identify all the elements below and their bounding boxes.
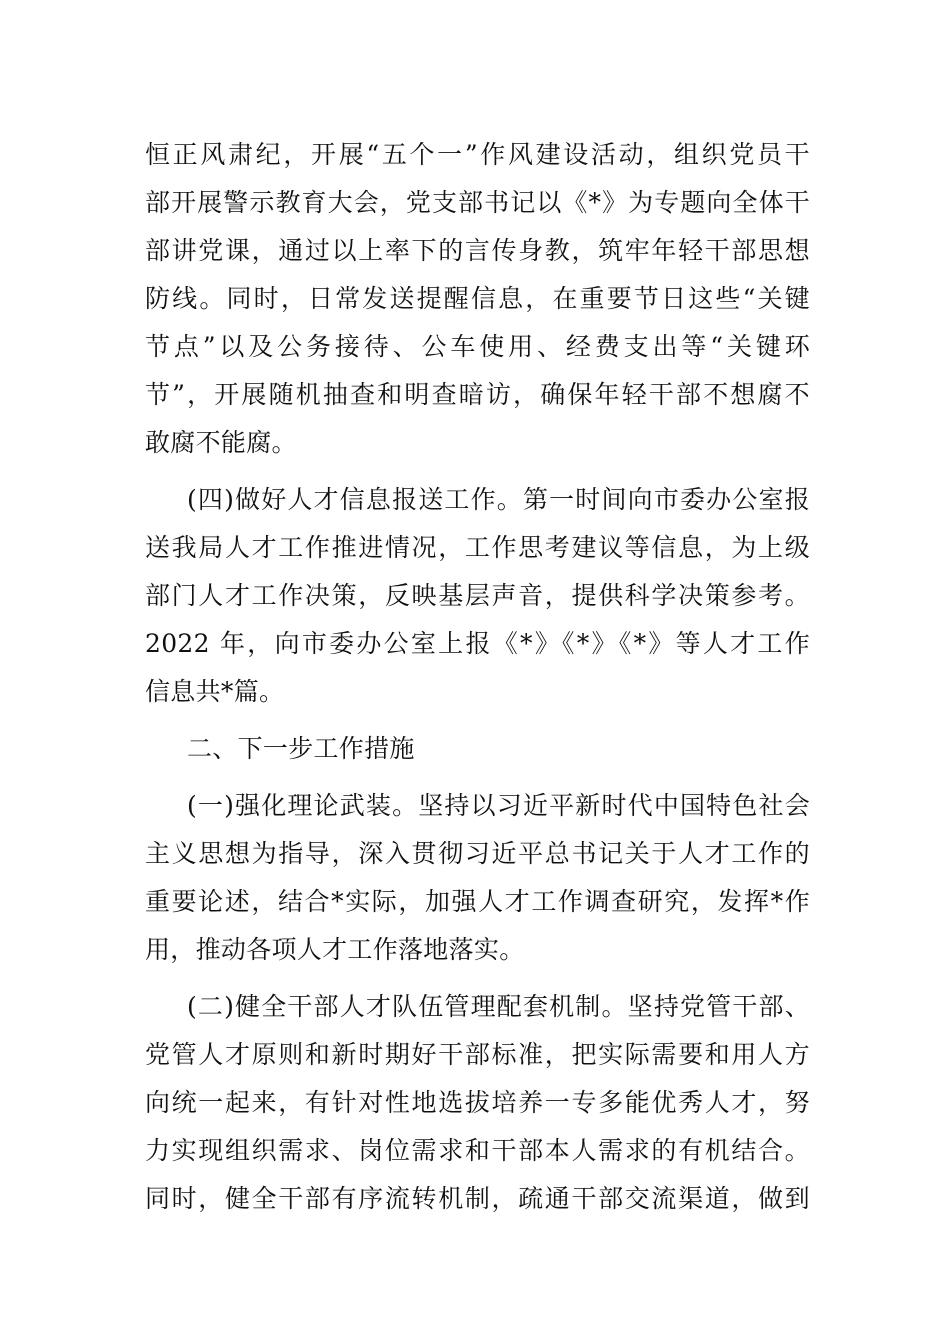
text-line-17: 用，推动各项人才工作落地落实。 xyxy=(145,935,525,964)
text-line-15: 主义思想为指导，深入贯彻习近平总书记关于人才工作的 xyxy=(145,839,810,868)
text-line-4: 防线。同时，日常发送提醒信息，在重要节日这些“关键 xyxy=(145,284,810,313)
text-line-6: 节”，开展随机抽查和明查暗访，确保年轻干部不想腐不 xyxy=(145,380,810,409)
text-line-9: 送我局人才工作推进情况，工作思考建议等信息，为上级 xyxy=(145,533,810,562)
text-line-5: 节点”以及公务接待、公车使用、经费支出等“关键环 xyxy=(145,332,810,361)
text-line-12: 信息共*篇。 xyxy=(145,677,285,706)
text-line-19: 党管人才原则和新时期好干部标准，把实际需要和用人方 xyxy=(145,1040,810,1069)
text-line-22: 同时，健全干部有序流转机制，疏通干部交流渠道，做到 xyxy=(145,1184,810,1213)
paragraph-four-heading: (四)做好人才信息报送工作。第一时间向市委办公室报 xyxy=(187,485,810,514)
text-line-21: 力实现组织需求、岗位需求和干部本人需求的有机结合。 xyxy=(145,1136,810,1165)
text-line-1: 恒正风肃纪，开展“五个一”作风建设活动，组织党员干 xyxy=(145,140,810,169)
text-line-7: 敢腐不能腐。 xyxy=(145,428,297,457)
text-line-3: 部讲党课，通过以上率下的言传身教，筑牢年轻干部思想 xyxy=(145,236,810,265)
text-line-20: 向统一起来，有针对性地选拔培养一专多能优秀人才，努 xyxy=(145,1088,810,1117)
text-line-2: 部开展警示教育大会，党支部书记以《*》为专题向全体干 xyxy=(145,188,810,217)
text-line-10: 部门人才工作决策，反映基层声音，提供科学决策参考。 xyxy=(145,581,810,610)
text-line-11: 2022 年，向市委办公室上报《*》《*》《*》等人才工作 xyxy=(145,629,810,658)
section-two-heading: 二、下一步工作措施 xyxy=(187,734,415,763)
text-line-16: 重要论述，结合*实际，加强人才工作调查研究，发挥*作 xyxy=(145,887,810,916)
measure-two-heading: (二)健全干部人才队伍管理配套机制。坚持党管干部、 xyxy=(187,992,810,1021)
measure-one-heading: (一)强化理论武装。坚持以习近平新时代中国特色社会 xyxy=(187,791,810,820)
